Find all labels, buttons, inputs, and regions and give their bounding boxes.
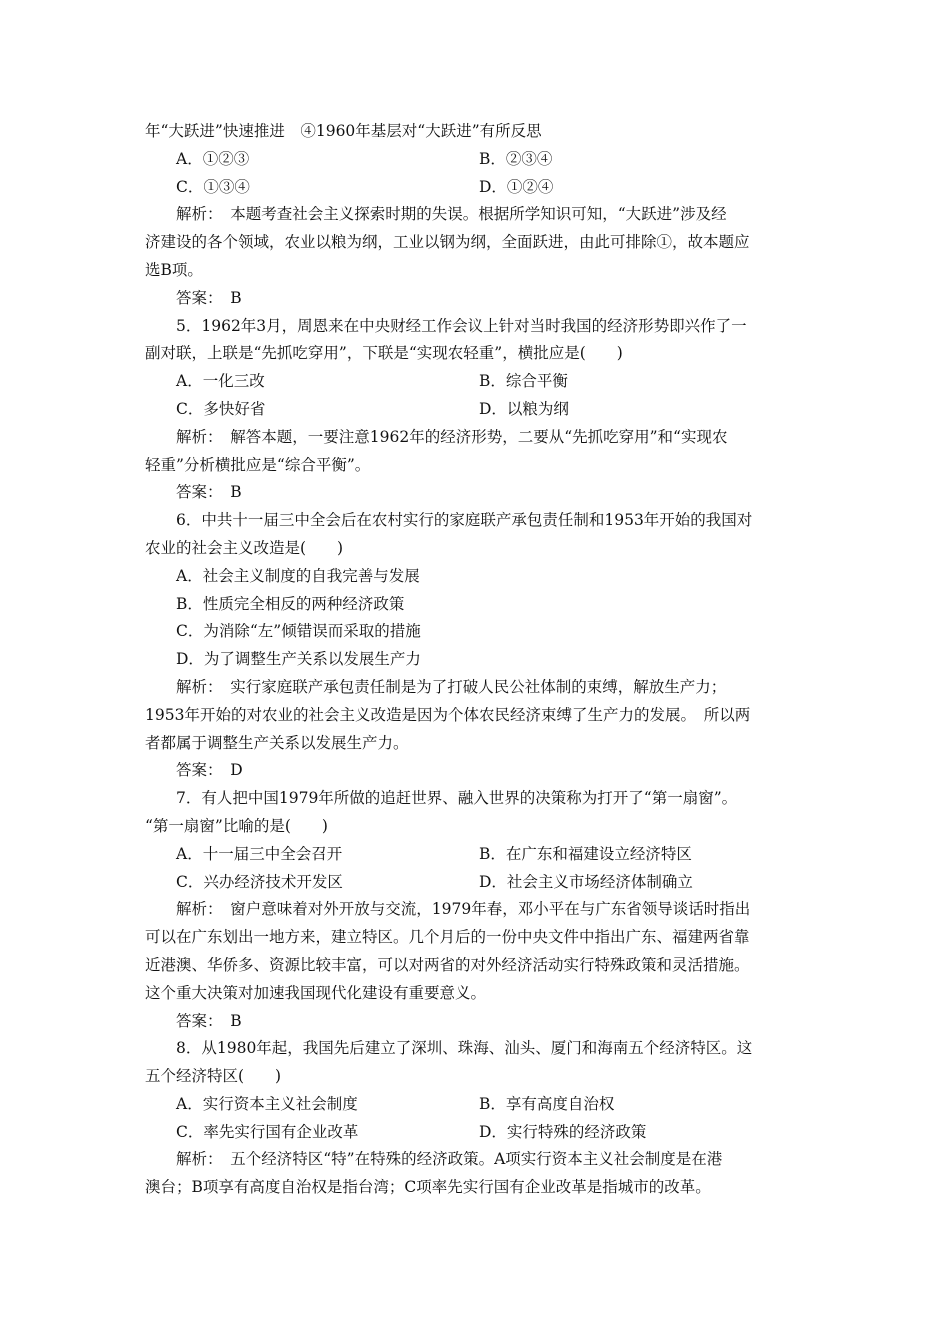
- text-line: 者都属于调整生产关系以发展生产力。: [145, 733, 409, 752]
- document-body: [145, 118, 810, 1202]
- option-left: A．十一届三中全会召开: [176, 844, 343, 863]
- option-left: A．实行资本主义社会制度: [176, 1094, 358, 1113]
- text-line: D．为了调整生产关系以发展生产力: [176, 650, 421, 669]
- text-line: 这个重大决策对加速我国现代化建设有重要意义。: [145, 983, 487, 1002]
- option-row: [145, 174, 810, 202]
- option-left: C．兴办经济技术开发区: [176, 872, 343, 891]
- text-line: 答案： B: [176, 1011, 242, 1030]
- text-line: 济建设的各个领域，农业以粮为纲，工业以钢为纲，全面跃进，由此可排除①，故本题应: [145, 233, 750, 252]
- text-line: 答案： B: [176, 288, 242, 307]
- text-line: 答案： D: [176, 761, 243, 780]
- text-line: 澳台；B项享有高度自治权是指台湾；C项率先实行国有企业改革是指城市的改革。: [145, 1178, 711, 1197]
- option-row: [145, 146, 810, 174]
- option-left: C．多快好省: [176, 399, 266, 418]
- option-right: D．以粮为纲: [479, 399, 569, 418]
- option-left: C．①③④: [176, 177, 250, 196]
- text-line: 5．1962年3月，周恩来在中央财经工作会议上针对当时我国的经济形势即兴作了一: [176, 316, 747, 335]
- text-line: 答案： B: [176, 483, 242, 502]
- text-line: 选B项。: [145, 260, 203, 279]
- text-line: 8．从1980年起，我国先后建立了深圳、珠海、汕头、厦门和海南五个经济特区。这: [176, 1039, 753, 1058]
- text-line: 副对联，上联是“先抓吃穿用”，下联是“实现农轻重”，横批应是( ): [145, 344, 623, 363]
- option-row: [145, 1091, 810, 1119]
- option-left: A．一化三改: [176, 372, 265, 391]
- text-line: C．为消除“左”倾错误而采取的措施: [176, 622, 421, 641]
- text-line: 7．有人把中国1979年所做的追赶世界、融入世界的决策称为打开了“第一扇窗”。: [176, 789, 738, 808]
- option-row: [145, 1119, 810, 1147]
- text-line: 农业的社会主义改造是( ): [145, 538, 344, 557]
- option-left: C．率先实行国有企业改革: [176, 1122, 359, 1141]
- option-right: B．综合平衡: [479, 372, 568, 391]
- text-line: 1953年开始的对农业的社会主义改造是因为个体农民经济束缚了生产力的发展。 所以两: [145, 705, 751, 724]
- option-right: D．①②④: [479, 177, 554, 196]
- option-row: [145, 396, 810, 424]
- text-line: “第一扇窗”比喻的是( ): [145, 816, 328, 835]
- option-right: B．享有高度自治权: [479, 1094, 615, 1113]
- option-right: D．社会主义市场经济体制确立: [479, 872, 693, 891]
- text-line: 6．中共十一届三中全会后在农村实行的家庭联产承包责任制和1953年开始的我国对: [176, 511, 753, 530]
- option-right: B．在广东和福建设立经济特区: [479, 844, 692, 863]
- text-line: 年“大跃进”快速推进 ④1960年基层对“大跃进”有所反思: [145, 122, 542, 140]
- text-line: 解析： 五个经济特区“特”在特殊的经济政策。A项实行资本主义社会制度是在港: [176, 1150, 723, 1169]
- text-line: 五个经济特区( ): [145, 1067, 282, 1086]
- text-line: A．社会主义制度的自我完善与发展: [176, 566, 420, 585]
- option-row: [145, 368, 810, 396]
- option-right: D．实行特殊的经济政策: [479, 1122, 647, 1141]
- text-line: 解析： 解答本题，一要注意1962年的经济形势，二要从“先抓吃穿用”和“实现农: [176, 427, 728, 446]
- text-line: 解析： 窗户意味着对外开放与交流，1979年春，邓小平在与广东省领导谈话时指出: [176, 900, 751, 919]
- text-line: 近港澳、华侨多、资源比较丰富，可以对两省的对外经济活动实行特殊政策和灵活措施。: [145, 955, 750, 974]
- option-left: A．①②③: [176, 149, 250, 168]
- text-line: 解析： 实行家庭联产承包责任制是为了打破人民公社体制的束缚，解放生产力；: [176, 677, 727, 696]
- option-row: [145, 841, 810, 869]
- option-right: B．②③④: [479, 149, 553, 168]
- text-line: B．性质完全相反的两种经济政策: [176, 594, 405, 613]
- text-line: 解析： 本题考查社会主义探索时期的失误。根据所学知识可知，“大跃进”涉及经: [176, 205, 727, 224]
- option-row: [145, 869, 810, 897]
- text-line: 可以在广东划出一地方来，建立特区。几个月后的一份中央文件中指出广东、福建两省靠: [145, 928, 750, 947]
- text-line: 轻重”分析横批应是“综合平衡”。: [145, 455, 371, 474]
